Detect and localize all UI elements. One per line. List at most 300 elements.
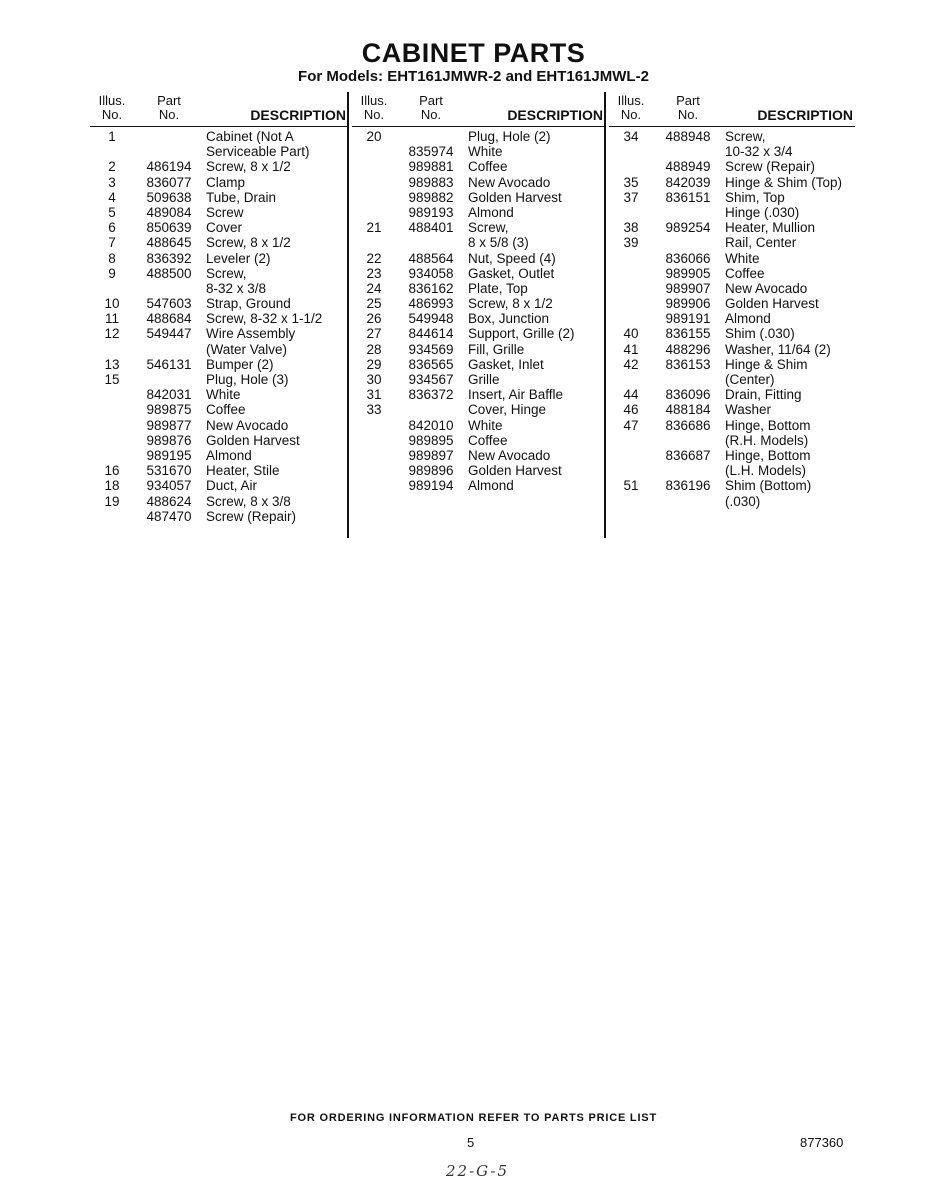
parts-column-1 bbox=[90, 92, 348, 540]
document-number: 877360 bbox=[800, 1135, 844, 1150]
page-number: 5 bbox=[467, 1135, 475, 1150]
part-number: 989907 bbox=[665, 280, 711, 296]
part-number: 488500 bbox=[146, 265, 192, 281]
illus-number: 19 bbox=[104, 493, 120, 509]
table-row bbox=[90, 478, 348, 493]
column-divider bbox=[347, 92, 349, 538]
illus-number bbox=[352, 478, 396, 493]
part-description: Cabinet (Not A bbox=[206, 129, 294, 144]
part-description: White bbox=[468, 144, 503, 160]
handwritten-note: 22-G-5 bbox=[446, 1162, 510, 1180]
column-header bbox=[609, 92, 855, 127]
part-number bbox=[653, 205, 723, 220]
part-number: 486194 bbox=[146, 159, 192, 175]
table-row bbox=[609, 205, 855, 220]
part-description: Hinge, Bottom bbox=[725, 417, 811, 433]
header-description: DESCRIPTION bbox=[757, 107, 853, 123]
illus-number: 7 bbox=[108, 235, 116, 251]
illus-number: 18 bbox=[104, 478, 120, 494]
illus-number: 8 bbox=[108, 250, 116, 266]
part-number: 842010 bbox=[408, 417, 454, 433]
table-row bbox=[352, 387, 605, 402]
table-row bbox=[90, 357, 348, 372]
illus-number bbox=[90, 418, 134, 433]
part-description: Serviceable Part) bbox=[206, 144, 310, 160]
illus-number bbox=[352, 159, 396, 174]
header-part-no: Part No. bbox=[676, 93, 700, 122]
part-number: 844614 bbox=[408, 326, 454, 342]
part-number: 989193 bbox=[408, 204, 454, 220]
part-description: Cover, Hinge bbox=[468, 402, 547, 418]
part-description: (L.H. Models) bbox=[725, 463, 807, 479]
table-row bbox=[90, 418, 348, 433]
table-row bbox=[609, 372, 855, 387]
table-row bbox=[352, 357, 605, 372]
part-number: 989881 bbox=[408, 159, 454, 175]
part-number: 836077 bbox=[146, 174, 192, 190]
table-row bbox=[352, 478, 605, 493]
table-row bbox=[90, 311, 348, 326]
part-description: Nut, Speed (4) bbox=[468, 250, 556, 266]
illus-number: 13 bbox=[104, 356, 120, 372]
part-description: Almond bbox=[468, 204, 514, 220]
part-number bbox=[134, 144, 204, 159]
part-number: 488645 bbox=[146, 235, 192, 251]
part-number: 842039 bbox=[665, 174, 711, 190]
table-row bbox=[90, 251, 348, 266]
table-row bbox=[352, 129, 605, 144]
part-description: Almond bbox=[725, 311, 771, 327]
part-description: (R.H. Models) bbox=[725, 432, 809, 448]
table-row bbox=[609, 235, 855, 250]
table-row bbox=[90, 494, 348, 509]
part-description: Heater, Stile bbox=[206, 463, 280, 479]
illus-number bbox=[352, 190, 396, 205]
table-row bbox=[90, 326, 348, 341]
part-number: 836686 bbox=[665, 417, 711, 433]
part-description: Golden Harvest bbox=[468, 463, 562, 479]
part-description: 8-32 x 3/8 bbox=[206, 280, 267, 296]
table-row bbox=[352, 144, 605, 159]
part-number: 989875 bbox=[146, 402, 192, 418]
part-description: Golden Harvest bbox=[725, 296, 819, 312]
table-row bbox=[90, 296, 348, 311]
illus-number: 25 bbox=[366, 296, 382, 312]
table-row bbox=[90, 387, 348, 402]
part-description: 10-32 x 3/4 bbox=[725, 144, 793, 160]
part-description: Screw, 8 x 1/2 bbox=[206, 235, 291, 251]
illus-number: 2 bbox=[108, 159, 116, 175]
part-description: Plate, Top bbox=[468, 280, 528, 296]
part-description: (Center) bbox=[725, 372, 775, 387]
part-number: 989194 bbox=[408, 478, 454, 494]
table-row bbox=[609, 311, 855, 326]
table-row bbox=[609, 251, 855, 266]
illus-number bbox=[90, 144, 134, 159]
table-row bbox=[609, 296, 855, 311]
illus-number: 6 bbox=[108, 220, 116, 236]
illus-number: 41 bbox=[623, 341, 639, 357]
table-row bbox=[609, 463, 855, 478]
part-number: 934569 bbox=[408, 341, 454, 357]
table-row bbox=[352, 372, 605, 387]
part-description: Almond bbox=[206, 447, 252, 463]
header-illus-no: Illus. No. bbox=[360, 93, 388, 122]
part-number bbox=[134, 372, 204, 387]
part-number: 836687 bbox=[665, 447, 711, 463]
illus-number bbox=[609, 144, 653, 159]
part-description: Screw, 8 x 1/2 bbox=[468, 296, 553, 312]
part-description: Leveler (2) bbox=[206, 250, 271, 266]
part-description: Screw (Repair) bbox=[206, 508, 297, 524]
table-row bbox=[609, 266, 855, 281]
part-number: 488184 bbox=[665, 402, 711, 418]
table-row bbox=[352, 235, 605, 250]
part-number: 488564 bbox=[408, 250, 454, 266]
part-description: Tube, Drain bbox=[206, 189, 277, 205]
header-description: DESCRIPTION bbox=[507, 107, 603, 123]
part-number: 989254 bbox=[665, 220, 711, 236]
table-row bbox=[352, 448, 605, 463]
table-row bbox=[90, 266, 348, 281]
table-row bbox=[90, 448, 348, 463]
part-description: Shim (.030) bbox=[725, 326, 795, 342]
illus-number bbox=[90, 509, 134, 524]
part-description: Coffee bbox=[206, 402, 246, 418]
illus-number bbox=[609, 311, 653, 326]
table-row bbox=[352, 326, 605, 341]
part-number: 488624 bbox=[146, 493, 192, 509]
part-number: 934567 bbox=[408, 372, 454, 387]
parts-table bbox=[90, 92, 855, 540]
part-number: 836153 bbox=[665, 356, 711, 372]
illus-number: 12 bbox=[104, 326, 120, 342]
page-title: CABINET PARTS bbox=[361, 38, 586, 68]
header-illus-no: Illus. No. bbox=[98, 93, 126, 122]
part-description: Wire Assembly bbox=[206, 326, 296, 342]
part-number: 486993 bbox=[408, 296, 454, 312]
part-number bbox=[396, 402, 466, 417]
table-row bbox=[352, 296, 605, 311]
illus-number bbox=[90, 281, 134, 296]
illus-number bbox=[609, 159, 653, 174]
table-row bbox=[352, 342, 605, 357]
part-number: 488684 bbox=[146, 311, 192, 327]
part-number: 842031 bbox=[146, 387, 192, 403]
part-description: Golden Harvest bbox=[206, 432, 300, 448]
illus-number: 39 bbox=[623, 235, 639, 251]
illus-number: 33 bbox=[366, 402, 382, 418]
table-row bbox=[90, 129, 348, 144]
part-description: Cover bbox=[206, 220, 243, 236]
part-number bbox=[653, 144, 723, 159]
part-number: 489084 bbox=[146, 204, 192, 220]
part-number: 836096 bbox=[665, 387, 711, 403]
illus-number: 44 bbox=[623, 387, 639, 403]
table-row bbox=[90, 205, 348, 220]
illus-number bbox=[352, 205, 396, 220]
illus-number: 5 bbox=[108, 204, 116, 220]
part-description: Shim, Top bbox=[725, 189, 785, 205]
part-description: Drain, Fitting bbox=[725, 387, 802, 403]
illus-number: 28 bbox=[366, 341, 382, 357]
illus-number bbox=[609, 463, 653, 478]
part-description: White bbox=[468, 417, 503, 433]
part-number: 989896 bbox=[408, 463, 454, 479]
part-description: Box, Junction bbox=[468, 311, 550, 327]
part-number: 531670 bbox=[146, 463, 192, 479]
illus-number: 34 bbox=[623, 129, 639, 144]
part-description: New Avocado bbox=[206, 417, 289, 433]
part-number bbox=[134, 281, 204, 296]
part-description: Coffee bbox=[468, 432, 508, 448]
part-number bbox=[653, 494, 723, 509]
part-description: Washer, 11/64 (2) bbox=[725, 341, 831, 357]
illus-number bbox=[609, 281, 653, 296]
illus-number bbox=[90, 387, 134, 402]
table-row bbox=[352, 311, 605, 326]
ordering-info-footer: FOR ORDERING INFORMATION REFER TO PARTS PRICE LIST bbox=[290, 1112, 657, 1124]
part-description: Screw, bbox=[206, 265, 247, 281]
illus-number: 24 bbox=[366, 280, 382, 296]
part-description: 8 x 5/8 (3) bbox=[468, 235, 529, 251]
illus-number: 29 bbox=[366, 356, 382, 372]
parts-column-2 bbox=[352, 92, 605, 540]
table-row bbox=[352, 418, 605, 433]
table-row bbox=[609, 129, 855, 144]
header-illus-no: Illus. No. bbox=[617, 93, 645, 122]
part-description: Hinge & Shim (Top) bbox=[725, 174, 843, 190]
part-number: 989882 bbox=[408, 189, 454, 205]
part-number: 836392 bbox=[146, 250, 192, 266]
part-description: New Avocado bbox=[468, 174, 551, 190]
table-row bbox=[609, 494, 855, 509]
part-number: 836565 bbox=[408, 356, 454, 372]
table-row bbox=[609, 175, 855, 190]
illus-number: 22 bbox=[366, 250, 382, 266]
table-row bbox=[352, 159, 605, 174]
column-header bbox=[90, 92, 348, 127]
illus-number: 42 bbox=[623, 356, 639, 372]
illus-number: 30 bbox=[366, 372, 382, 387]
parts-column-3 bbox=[609, 92, 855, 540]
part-description: Grille bbox=[468, 372, 500, 387]
part-number: 835974 bbox=[408, 144, 454, 160]
part-description: Clamp bbox=[206, 174, 246, 190]
table-row bbox=[352, 281, 605, 296]
page-subtitle: For Models: EHT161JMWR-2 and EHT161JMWL-2 bbox=[298, 68, 649, 85]
table-row bbox=[609, 144, 855, 159]
table-row bbox=[90, 144, 348, 159]
illus-number: 16 bbox=[104, 463, 120, 479]
part-number: 934058 bbox=[408, 265, 454, 281]
part-description: Screw, bbox=[468, 220, 509, 236]
part-number: 487470 bbox=[146, 508, 192, 524]
part-number: 547603 bbox=[146, 296, 192, 312]
part-description: Hinge (.030) bbox=[725, 204, 800, 220]
part-number bbox=[653, 235, 723, 250]
part-number bbox=[396, 235, 466, 250]
illus-number bbox=[352, 433, 396, 448]
illus-number bbox=[352, 418, 396, 433]
illus-number bbox=[609, 205, 653, 220]
part-description: Coffee bbox=[468, 159, 508, 175]
part-description: Strap, Ground bbox=[206, 296, 291, 312]
illus-number: 9 bbox=[108, 265, 116, 281]
table-row bbox=[90, 190, 348, 205]
illus-number bbox=[352, 448, 396, 463]
part-number: 989877 bbox=[146, 417, 192, 433]
illus-number: 47 bbox=[623, 417, 639, 433]
part-description: Screw, 8 x 3/8 bbox=[206, 493, 291, 509]
part-description: Screw, 8 x 1/2 bbox=[206, 159, 291, 175]
table-row bbox=[90, 463, 348, 478]
part-number: 509638 bbox=[146, 189, 192, 205]
table-row bbox=[609, 448, 855, 463]
header-part-no: Part No. bbox=[157, 93, 181, 122]
part-number: 488948 bbox=[665, 129, 711, 144]
part-number: 989876 bbox=[146, 432, 192, 448]
part-number: 836155 bbox=[665, 326, 711, 342]
illus-number: 46 bbox=[623, 402, 639, 418]
table-row bbox=[609, 281, 855, 296]
table-row bbox=[352, 433, 605, 448]
part-description: (Water Valve) bbox=[206, 341, 288, 357]
part-number: 836151 bbox=[665, 189, 711, 205]
illus-number bbox=[609, 372, 653, 387]
column-header bbox=[352, 92, 605, 127]
illus-number bbox=[609, 433, 653, 448]
part-description: New Avocado bbox=[468, 447, 551, 463]
column-divider bbox=[604, 92, 606, 538]
illus-number: 35 bbox=[623, 174, 639, 190]
part-number: 488949 bbox=[665, 159, 711, 175]
part-number: 989897 bbox=[408, 447, 454, 463]
table-row bbox=[352, 220, 605, 235]
illus-number: 3 bbox=[108, 174, 116, 190]
illus-number: 20 bbox=[366, 129, 382, 144]
table-row bbox=[352, 175, 605, 190]
table-row bbox=[90, 342, 348, 357]
illus-number: 23 bbox=[366, 265, 382, 281]
part-description: Insert, Air Baffle bbox=[468, 387, 564, 403]
part-description: Shim (Bottom) bbox=[725, 478, 812, 494]
table-row bbox=[352, 190, 605, 205]
illus-number bbox=[609, 266, 653, 281]
illus-number bbox=[90, 402, 134, 417]
part-description: Gasket, Outlet bbox=[468, 265, 555, 281]
part-number: 989883 bbox=[408, 174, 454, 190]
row-list bbox=[90, 127, 348, 524]
table-row bbox=[609, 326, 855, 341]
part-number bbox=[653, 463, 723, 478]
part-number: 549447 bbox=[146, 326, 192, 342]
part-description: Screw (Repair) bbox=[725, 159, 816, 175]
part-number: 989895 bbox=[408, 432, 454, 448]
header-part-no: Part No. bbox=[419, 93, 443, 122]
illus-number: 31 bbox=[366, 387, 382, 403]
part-number bbox=[653, 372, 723, 387]
part-number: 934057 bbox=[146, 478, 192, 494]
table-row bbox=[90, 281, 348, 296]
illus-number bbox=[352, 235, 396, 250]
table-row bbox=[90, 235, 348, 250]
table-row bbox=[90, 509, 348, 524]
illus-number: 4 bbox=[108, 189, 116, 205]
part-description: Hinge, Bottom bbox=[725, 447, 811, 463]
illus-number: 10 bbox=[104, 296, 120, 312]
table-row bbox=[609, 433, 855, 448]
row-list bbox=[352, 127, 605, 494]
part-description: Bumper (2) bbox=[206, 356, 274, 372]
part-description: Duct, Air bbox=[206, 478, 258, 494]
part-description: Screw bbox=[206, 204, 244, 220]
table-row bbox=[90, 175, 348, 190]
table-row bbox=[609, 478, 855, 493]
header-description: DESCRIPTION bbox=[250, 107, 346, 123]
part-number: 836066 bbox=[665, 250, 711, 266]
part-description: Support, Grille (2) bbox=[468, 326, 575, 342]
part-description: Fill, Grille bbox=[468, 341, 525, 357]
part-description: Almond bbox=[468, 478, 514, 494]
part-description: (.030) bbox=[725, 493, 761, 509]
table-row bbox=[352, 266, 605, 281]
illus-number: 40 bbox=[623, 326, 639, 342]
part-description: Washer bbox=[725, 402, 772, 418]
part-number bbox=[396, 129, 466, 144]
table-row bbox=[90, 433, 348, 448]
table-row bbox=[609, 402, 855, 417]
illus-number: 11 bbox=[104, 311, 119, 327]
illus-number bbox=[609, 296, 653, 311]
part-description: Plug, Hole (3) bbox=[206, 372, 289, 387]
illus-number: 26 bbox=[366, 311, 382, 327]
part-number bbox=[134, 129, 204, 144]
table-row bbox=[609, 220, 855, 235]
part-description: White bbox=[206, 387, 241, 403]
illus-number: 51 bbox=[623, 478, 639, 494]
part-number bbox=[653, 433, 723, 448]
illus-number bbox=[609, 251, 653, 266]
row-list bbox=[609, 127, 855, 509]
part-number: 850639 bbox=[146, 220, 192, 236]
table-row bbox=[90, 159, 348, 174]
part-number: 488296 bbox=[665, 341, 711, 357]
table-row bbox=[352, 251, 605, 266]
table-row bbox=[90, 220, 348, 235]
table-row bbox=[352, 402, 605, 417]
illus-number bbox=[90, 448, 134, 463]
part-description: Hinge & Shim bbox=[725, 356, 808, 372]
illus-number: 15 bbox=[104, 372, 120, 387]
table-row bbox=[609, 418, 855, 433]
part-description: Golden Harvest bbox=[468, 189, 562, 205]
part-number: 836162 bbox=[408, 280, 454, 296]
part-description: Plug, Hole (2) bbox=[468, 129, 551, 144]
illus-number bbox=[90, 342, 134, 357]
part-description: Gasket, Inlet bbox=[468, 356, 544, 372]
illus-number bbox=[609, 448, 653, 463]
part-description: New Avocado bbox=[725, 280, 808, 296]
illus-number: 27 bbox=[366, 326, 382, 342]
part-number: 989195 bbox=[146, 447, 192, 463]
table-row bbox=[352, 205, 605, 220]
part-number: 488401 bbox=[408, 220, 454, 236]
table-row bbox=[352, 463, 605, 478]
illus-number: 21 bbox=[366, 220, 382, 236]
table-row bbox=[609, 190, 855, 205]
illus-number: 37 bbox=[623, 189, 639, 205]
